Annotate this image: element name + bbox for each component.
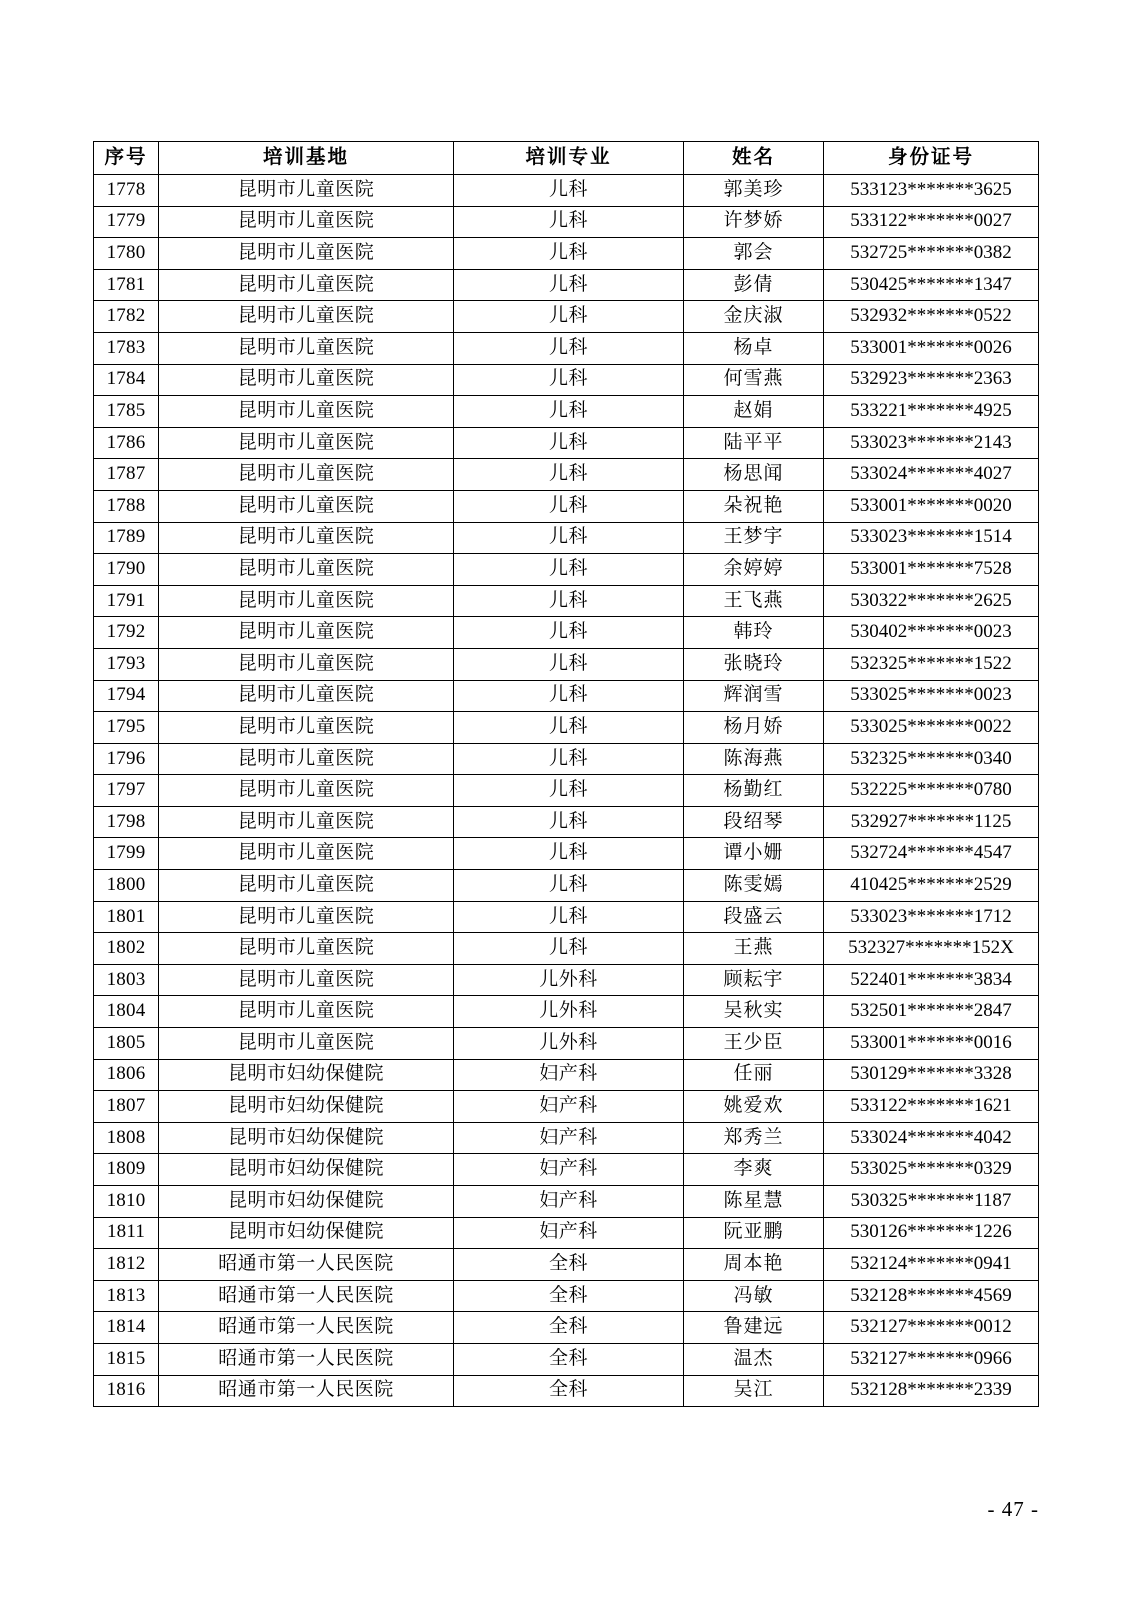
- cell-index: 1790: [94, 554, 159, 586]
- cell-id: 530126*******1226: [824, 1217, 1039, 1249]
- cell-name: 朵祝艳: [684, 490, 824, 522]
- table-row: [94, 617, 1039, 649]
- cell-base: 昆明市儿童医院: [159, 364, 454, 396]
- cell-major: 儿科: [454, 743, 684, 775]
- column-header-base-label: 培训基地: [262, 147, 349, 169]
- cell-id: 532325*******1522: [824, 648, 1039, 680]
- cell-base: 昆明市儿童医院: [159, 996, 454, 1028]
- table-row: [94, 364, 1039, 396]
- cell-name: 郭美珍: [684, 175, 824, 207]
- cell-name: 吴秋实: [684, 996, 824, 1028]
- cell-major: 儿科: [454, 238, 684, 270]
- cell-base: 昆明市儿童医院: [159, 554, 454, 586]
- cell-base: 昆明市儿童医院: [159, 238, 454, 270]
- cell-base: 昆明市儿童医院: [159, 680, 454, 712]
- table-row: [94, 301, 1039, 333]
- table-row: [94, 269, 1039, 301]
- cell-base: 昆明市儿童医院: [159, 1028, 454, 1060]
- cell-id: 532225*******0780: [824, 775, 1039, 807]
- column-header-major: [454, 142, 684, 175]
- cell-index: 1802: [94, 933, 159, 965]
- cell-major: 儿外科: [454, 964, 684, 996]
- cell-index: 1795: [94, 712, 159, 744]
- cell-major: 儿科: [454, 301, 684, 333]
- cell-id: 532327*******152X: [824, 933, 1039, 965]
- cell-major: 儿科: [454, 901, 684, 933]
- cell-index: 1813: [94, 1280, 159, 1312]
- cell-id: 533123*******3625: [824, 175, 1039, 207]
- cell-id: 532127*******0012: [824, 1312, 1039, 1344]
- cell-major: 儿科: [454, 490, 684, 522]
- cell-id: 530325*******1187: [824, 1186, 1039, 1218]
- cell-name: 周本艳: [684, 1249, 824, 1281]
- cell-index: 1805: [94, 1028, 159, 1060]
- cell-name: 李爽: [684, 1154, 824, 1186]
- table-row: [94, 838, 1039, 870]
- cell-major: 儿外科: [454, 996, 684, 1028]
- cell-index: 1780: [94, 238, 159, 270]
- cell-name: 杨勤红: [684, 775, 824, 807]
- cell-index: 1812: [94, 1249, 159, 1281]
- column-header-major-label: 培训专业: [525, 147, 612, 169]
- table-body: [94, 175, 1039, 1407]
- cell-id: 533025*******0023: [824, 680, 1039, 712]
- table-row: [94, 1028, 1039, 1060]
- cell-index: 1797: [94, 775, 159, 807]
- cell-base: 昭通市第一人民医院: [159, 1343, 454, 1375]
- cell-major: 儿科: [454, 870, 684, 902]
- cell-index: 1789: [94, 522, 159, 554]
- cell-id: 532923*******2363: [824, 364, 1039, 396]
- cell-id: 532932*******0522: [824, 301, 1039, 333]
- cell-name: 杨卓: [684, 332, 824, 364]
- cell-base: 昭通市第一人民医院: [159, 1312, 454, 1344]
- cell-name: 陈星慧: [684, 1186, 824, 1218]
- cell-major: 妇产科: [454, 1059, 684, 1091]
- table-row: [94, 806, 1039, 838]
- table-row: [94, 238, 1039, 270]
- table-row: [94, 1217, 1039, 1249]
- cell-index: 1814: [94, 1312, 159, 1344]
- cell-name: 金庆淑: [684, 301, 824, 333]
- cell-base: 昭通市第一人民医院: [159, 1280, 454, 1312]
- cell-index: 1810: [94, 1186, 159, 1218]
- table-row: [94, 1122, 1039, 1154]
- table-row: [94, 648, 1039, 680]
- cell-name: 吴江: [684, 1375, 824, 1407]
- cell-major: 儿科: [454, 617, 684, 649]
- cell-name: 鲁建远: [684, 1312, 824, 1344]
- table-row: [94, 1375, 1039, 1407]
- cell-name: 韩玲: [684, 617, 824, 649]
- cell-major: 儿科: [454, 806, 684, 838]
- table-row: [94, 775, 1039, 807]
- column-header-name: [684, 142, 824, 175]
- cell-name: 陆平平: [684, 427, 824, 459]
- table-row: [94, 1154, 1039, 1186]
- cell-index: 1798: [94, 806, 159, 838]
- cell-index: 1794: [94, 680, 159, 712]
- cell-name: 王飞燕: [684, 585, 824, 617]
- cell-id: 532127*******0966: [824, 1343, 1039, 1375]
- cell-base: 昆明市儿童医院: [159, 459, 454, 491]
- cell-id: 533024*******4027: [824, 459, 1039, 491]
- cell-base: 昆明市儿童医院: [159, 806, 454, 838]
- cell-major: 妇产科: [454, 1122, 684, 1154]
- cell-name: 王少臣: [684, 1028, 824, 1060]
- cell-base: 昆明市妇幼保健院: [159, 1059, 454, 1091]
- cell-base: 昆明市儿童医院: [159, 427, 454, 459]
- column-header-name-label: 姓名: [731, 147, 775, 169]
- cell-base: 昆明市儿童医院: [159, 712, 454, 744]
- cell-major: 儿科: [454, 427, 684, 459]
- cell-id: 532501*******2847: [824, 996, 1039, 1028]
- cell-base: 昆明市儿童医院: [159, 396, 454, 428]
- cell-major: 儿科: [454, 522, 684, 554]
- table-row: [94, 206, 1039, 238]
- table-row: [94, 743, 1039, 775]
- table-row: [94, 490, 1039, 522]
- cell-name: 陈海燕: [684, 743, 824, 775]
- cell-base: 昭通市第一人民医院: [159, 1375, 454, 1407]
- cell-id: 533122*******0027: [824, 206, 1039, 238]
- cell-id: 530425*******1347: [824, 269, 1039, 301]
- cell-id: 410425*******2529: [824, 870, 1039, 902]
- table-row: [94, 1186, 1039, 1218]
- cell-index: 1791: [94, 585, 159, 617]
- cell-id: 532124*******0941: [824, 1249, 1039, 1281]
- table-row: [94, 870, 1039, 902]
- cell-index: 1782: [94, 301, 159, 333]
- cell-major: 儿科: [454, 459, 684, 491]
- cell-index: 1792: [94, 617, 159, 649]
- cell-index: 1788: [94, 490, 159, 522]
- cell-name: 任丽: [684, 1059, 824, 1091]
- cell-name: 陈雯嫣: [684, 870, 824, 902]
- cell-index: 1808: [94, 1122, 159, 1154]
- cell-base: 昆明市儿童医院: [159, 301, 454, 333]
- cell-name: 段盛云: [684, 901, 824, 933]
- cell-major: 儿科: [454, 175, 684, 207]
- cell-index: 1787: [94, 459, 159, 491]
- cell-major: 全科: [454, 1312, 684, 1344]
- cell-id: 522401*******3834: [824, 964, 1039, 996]
- cell-id: 532724*******4547: [824, 838, 1039, 870]
- cell-major: 儿科: [454, 332, 684, 364]
- cell-name: 谭小姗: [684, 838, 824, 870]
- column-header-index-label: 序号: [104, 147, 148, 169]
- cell-name: 郭会: [684, 238, 824, 270]
- cell-base: 昆明市儿童医院: [159, 870, 454, 902]
- cell-base: 昆明市儿童医院: [159, 206, 454, 238]
- cell-name: 郑秀兰: [684, 1122, 824, 1154]
- cell-name: 冯敏: [684, 1280, 824, 1312]
- cell-base: 昆明市儿童医院: [159, 332, 454, 364]
- cell-index: 1809: [94, 1154, 159, 1186]
- cell-name: 何雪燕: [684, 364, 824, 396]
- cell-id: 530402*******0023: [824, 617, 1039, 649]
- cell-index: 1803: [94, 964, 159, 996]
- cell-index: 1816: [94, 1375, 159, 1407]
- cell-major: 儿科: [454, 838, 684, 870]
- cell-index: 1783: [94, 332, 159, 364]
- table-row: [94, 712, 1039, 744]
- cell-id: 533221*******4925: [824, 396, 1039, 428]
- cell-index: 1800: [94, 870, 159, 902]
- cell-id: 532128*******2339: [824, 1375, 1039, 1407]
- table-row: [94, 554, 1039, 586]
- cell-id: 533023*******2143: [824, 427, 1039, 459]
- cell-index: 1806: [94, 1059, 159, 1091]
- column-header-id: [824, 142, 1039, 175]
- cell-major: 妇产科: [454, 1217, 684, 1249]
- cell-index: 1781: [94, 269, 159, 301]
- table-row: [94, 1249, 1039, 1281]
- cell-base: 昆明市儿童医院: [159, 175, 454, 207]
- cell-major: 全科: [454, 1343, 684, 1375]
- table-row: [94, 1091, 1039, 1123]
- cell-major: 儿科: [454, 648, 684, 680]
- cell-major: 儿科: [454, 396, 684, 428]
- cell-name: 彭倩: [684, 269, 824, 301]
- cell-name: 顾耘宇: [684, 964, 824, 996]
- cell-id: 533025*******0022: [824, 712, 1039, 744]
- cell-major: 妇产科: [454, 1186, 684, 1218]
- cell-base: 昭通市第一人民医院: [159, 1249, 454, 1281]
- table-row: [94, 585, 1039, 617]
- column-header-index: [94, 142, 159, 175]
- table-row: [94, 901, 1039, 933]
- cell-index: 1793: [94, 648, 159, 680]
- cell-base: 昆明市儿童医院: [159, 648, 454, 680]
- cell-base: 昆明市儿童医院: [159, 490, 454, 522]
- cell-name: 余婷婷: [684, 554, 824, 586]
- cell-id: 532128*******4569: [824, 1280, 1039, 1312]
- table-row: [94, 1312, 1039, 1344]
- cell-index: 1796: [94, 743, 159, 775]
- cell-index: 1786: [94, 427, 159, 459]
- cell-id: 533023*******1514: [824, 522, 1039, 554]
- cell-id: 533023*******1712: [824, 901, 1039, 933]
- cell-id: 533024*******4042: [824, 1122, 1039, 1154]
- table-header-row: [94, 142, 1039, 175]
- page-number: - 47 -: [987, 1497, 1039, 1521]
- cell-index: 1785: [94, 396, 159, 428]
- cell-major: 儿科: [454, 206, 684, 238]
- cell-base: 昆明市儿童医院: [159, 775, 454, 807]
- cell-id: 533001*******0020: [824, 490, 1039, 522]
- column-header-base: [159, 142, 454, 175]
- cell-name: 王燕: [684, 933, 824, 965]
- cell-id: 533001*******0026: [824, 332, 1039, 364]
- cell-id: 533001*******7528: [824, 554, 1039, 586]
- cell-id: 532927*******1125: [824, 806, 1039, 838]
- cell-base: 昆明市妇幼保健院: [159, 1122, 454, 1154]
- cell-base: 昆明市儿童医院: [159, 933, 454, 965]
- cell-name: 段绍琴: [684, 806, 824, 838]
- cell-base: 昆明市妇幼保健院: [159, 1091, 454, 1123]
- table-row: [94, 332, 1039, 364]
- cell-id: 533001*******0016: [824, 1028, 1039, 1060]
- cell-id: 530129*******3328: [824, 1059, 1039, 1091]
- table-row: [94, 996, 1039, 1028]
- cell-name: 阮亚鹏: [684, 1217, 824, 1249]
- table-row: [94, 396, 1039, 428]
- table-row: [94, 522, 1039, 554]
- cell-major: 儿科: [454, 933, 684, 965]
- cell-major: 儿科: [454, 585, 684, 617]
- cell-major: 儿科: [454, 269, 684, 301]
- cell-base: 昆明市儿童医院: [159, 522, 454, 554]
- cell-name: 王梦宇: [684, 522, 824, 554]
- cell-name: 许梦娇: [684, 206, 824, 238]
- cell-index: 1815: [94, 1343, 159, 1375]
- cell-index: 1778: [94, 175, 159, 207]
- cell-base: 昆明市儿童医院: [159, 838, 454, 870]
- roster-table: [93, 141, 1039, 1407]
- cell-name: 辉润雪: [684, 680, 824, 712]
- cell-base: 昆明市儿童医院: [159, 269, 454, 301]
- table-row: [94, 964, 1039, 996]
- cell-base: 昆明市儿童医院: [159, 964, 454, 996]
- cell-major: 妇产科: [454, 1091, 684, 1123]
- table-row: [94, 427, 1039, 459]
- cell-name: 杨思闻: [684, 459, 824, 491]
- cell-id: 532725*******0382: [824, 238, 1039, 270]
- cell-index: 1801: [94, 901, 159, 933]
- cell-name: 杨月娇: [684, 712, 824, 744]
- cell-base: 昆明市妇幼保健院: [159, 1154, 454, 1186]
- cell-id: 532325*******0340: [824, 743, 1039, 775]
- cell-base: 昆明市妇幼保健院: [159, 1217, 454, 1249]
- roster-table-container: [93, 141, 1038, 1407]
- table-row: [94, 1343, 1039, 1375]
- cell-name: 姚爱欢: [684, 1091, 824, 1123]
- cell-index: 1799: [94, 838, 159, 870]
- cell-major: 全科: [454, 1375, 684, 1407]
- cell-base: 昆明市儿童医院: [159, 901, 454, 933]
- table-row: [94, 1059, 1039, 1091]
- cell-index: 1804: [94, 996, 159, 1028]
- cell-base: 昆明市妇幼保健院: [159, 1186, 454, 1218]
- cell-index: 1779: [94, 206, 159, 238]
- cell-base: 昆明市儿童医院: [159, 617, 454, 649]
- table-header: [94, 142, 1039, 175]
- table-row: [94, 680, 1039, 712]
- column-header-id-label: 身份证号: [887, 147, 974, 169]
- table-row: [94, 175, 1039, 207]
- table-row: [94, 933, 1039, 965]
- cell-major: 全科: [454, 1249, 684, 1281]
- cell-index: 1811: [94, 1217, 159, 1249]
- cell-major: 儿科: [454, 775, 684, 807]
- table-row: [94, 459, 1039, 491]
- cell-base: 昆明市儿童医院: [159, 743, 454, 775]
- table-row: [94, 1280, 1039, 1312]
- cell-major: 儿外科: [454, 1028, 684, 1060]
- cell-name: 温杰: [684, 1343, 824, 1375]
- cell-name: 赵娟: [684, 396, 824, 428]
- cell-id: 530322*******2625: [824, 585, 1039, 617]
- cell-major: 妇产科: [454, 1154, 684, 1186]
- cell-id: 533025*******0329: [824, 1154, 1039, 1186]
- cell-name: 张晓玲: [684, 648, 824, 680]
- cell-major: 全科: [454, 1280, 684, 1312]
- cell-base: 昆明市儿童医院: [159, 585, 454, 617]
- cell-major: 儿科: [454, 554, 684, 586]
- cell-major: 儿科: [454, 364, 684, 396]
- cell-index: 1807: [94, 1091, 159, 1123]
- cell-id: 533122*******1621: [824, 1091, 1039, 1123]
- cell-major: 儿科: [454, 680, 684, 712]
- cell-major: 儿科: [454, 712, 684, 744]
- cell-index: 1784: [94, 364, 159, 396]
